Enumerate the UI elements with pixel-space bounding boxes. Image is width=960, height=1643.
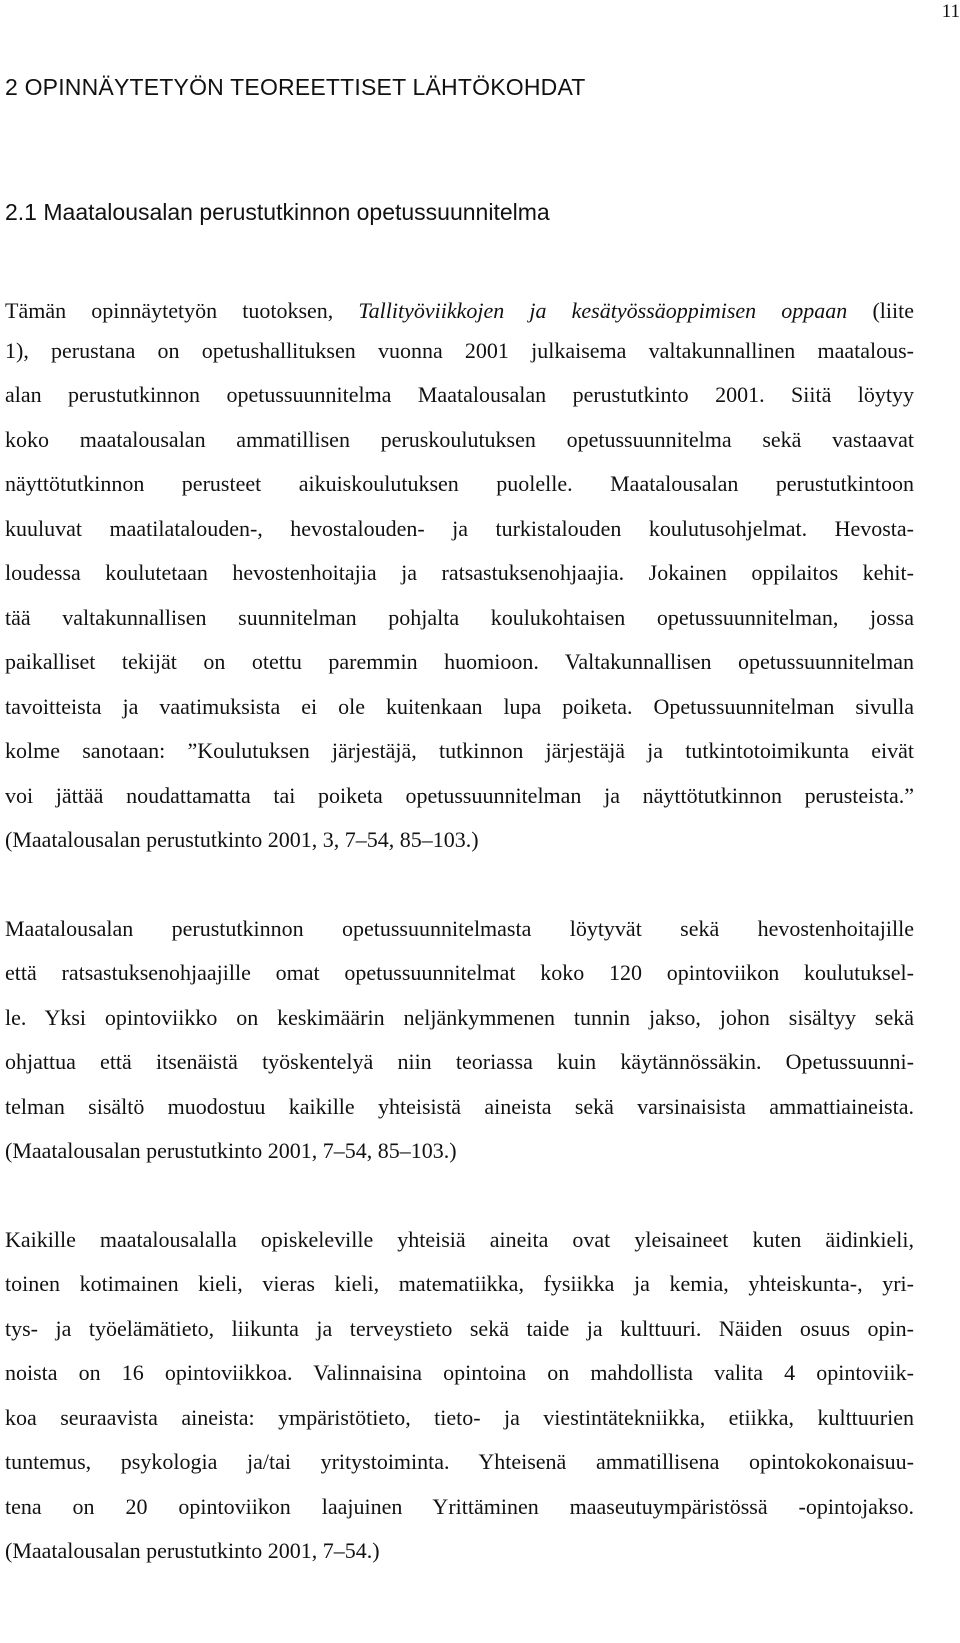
paragraph-line: Tämän opinnäytetyön tuotoksen, Tallityöviikkojen ja kesätyössäoppimisen oppaan (liite [5,298,914,323]
paragraph-line: tavoitteista ja vaatimuksista ei ole kuitenkaan lupa poiketa. Opetussuunnitelman sivulla [5,694,914,719]
citation: (Maatalousalan perustutkinto 2001, 7–54.) [5,1538,380,1563]
paragraph-line: loudessa koulutetaan hevostenhoitajia ja ratsastuksenohjaajia. Jokainen oppilaitos kehit- [5,560,914,585]
paragraph-line: alan perustutkinnon opetussuunnitelma Maatalousalan perustutkinto 2001. Siitä löytyy [5,382,914,407]
paragraph-line: kolme sanotaan: ”Koulutuksen järjestäjä, tutkinnon järjestäjä ja tutkintotoimikunta eivät [5,738,914,763]
paragraph-line: tena on 20 opintoviikon laajuinen Yrittäminen maaseutuympäristössä -opintojakso. [5,1494,914,1519]
paragraph-line: tuntemus, psykologia ja/tai yritystoiminta. Yhteisenä ammatillisena opintokokonaisuu- [5,1449,914,1474]
paragraph-line: että ratsastuksenohjaajille omat opetussuunnitelmat koko 120 opintoviikon koulutuksel- [5,960,914,985]
guide-title: Tallityöviikkojen ja kesätyössäoppimisen oppaan [358,298,848,323]
paragraph-line: Kaikille maatalousalalla opiskeleville yhteisiä aineita ovat yleisaineet kuten äidinkieli, [5,1227,914,1252]
citation: (Maatalousalan perustutkinto 2001, 7–54, 85–103.) [5,1138,457,1163]
paragraph-line: 1), perustana on opetushallituksen vuonna 2001 julkaisema valtakunnallinen maatalous- [5,338,914,363]
paragraph-line: kuuluvat maatilatalouden-, hevostalouden- ja turkistalouden koulutusohjelmat. Hevosta- [5,516,914,541]
paragraph-line: tää valtakunnallisen suunnitelman pohjalta koulukohtaisen opetussuunnitelman, jossa [5,605,914,630]
citation: (Maatalousalan perustutkinto 2001, 3, 7–54, 85–103.) [5,827,479,852]
paragraph-line: paikalliset tekijät on otettu paremmin huomioon. Valtakunnallisen opetussuunnitelman [5,649,914,674]
paragraph-line: koa seuraavista aineista: ympäristötieto, tieto- ja viestintätekniikka, etiikka, kulttuurien [5,1405,914,1430]
paragraph-line: voi jättää noudattamatta tai poiketa opetussuunnitelman ja näyttötutkinnon perusteista.” [5,783,914,808]
paragraph-line: le. Yksi opintoviikko on keskimäärin neljänkymmenen tunnin jakso, johon sisältyy sekä [5,1005,914,1030]
paragraph-line: tys- ja työelämätieto, liikunta ja terveystieto sekä taide ja kulttuuri. Näiden osuus opin- [5,1316,914,1341]
paragraph-line: ohjattua että itsenäistä työskentelyä niin teoriassa kuin käytännössäkin. Opetussuunni- [5,1049,914,1074]
section-heading: 2.1 Maatalousalan perustutkinnon opetussuunnitelma [5,199,550,225]
paragraph-line: Maatalousalan perustutkinnon opetussuunnitelmasta löytyvät sekä hevostenhoitajille [5,916,914,941]
paragraph-line: telman sisältö muodostuu kaikille yhteisistä aineista sekä varsinaisista ammattiaineista. [5,1094,914,1119]
paragraph-line: näyttötutkinnon perusteet aikuiskoulutuksen puolelle. Maatalousalan perustutkintoon [5,471,914,496]
paragraph-line: toinen kotimainen kieli, vieras kieli, matematiikka, fysiikka ja kemia, yhteiskunta-, yri- [5,1271,914,1296]
paragraph-line: noista on 16 opintoviikkoa. Valinnaisina opintoina on mahdollista valita 4 opintoviik- [5,1360,914,1385]
paragraph-line: koko maatalousalan ammatillisen peruskoulutuksen opetussuunnitelma sekä vastaavat [5,427,914,452]
page-number: 11 [941,1,960,22]
chapter-heading: 2 OPINNÄYTETYÖN TEOREETTISET LÄHTÖKOHDAT [5,74,586,100]
